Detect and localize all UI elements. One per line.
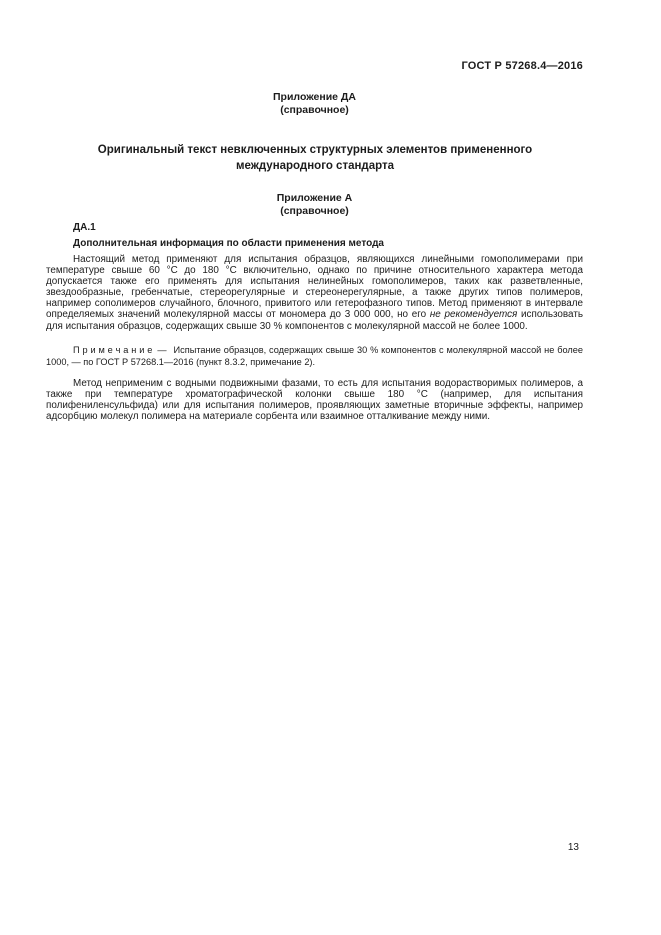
note-block — [46, 345, 583, 368]
appendix-a-title: Приложение А — [276, 192, 353, 204]
main-title: Оригинальный текст невключенных структурных элементов примененного международного стандарта — [97, 144, 533, 172]
doc-code-header: ГОСТ Р 57268.4—2016 — [461, 60, 583, 72]
note-text: Испытание образцов, содержащих свыше 30 % компонентов с молекулярной массой не более 1000, — по ГОСТ Р 57268.1—2016 (пункт 8.3.2, примечание 2). — [46, 345, 583, 367]
appendix-da-type: (справочное) — [280, 104, 349, 116]
emphasis-not-recommended: не рекомендуется — [429, 309, 518, 321]
appendix-a-type: (справочное) — [280, 205, 349, 217]
appendix-da-header — [46, 91, 583, 117]
page-number: 13 — [567, 842, 579, 853]
note-dash: — — [157, 345, 167, 355]
appendix-da-title: Приложение ДА — [273, 91, 356, 103]
appendix-a-header — [46, 192, 583, 218]
section-heading: Дополнительная информация по области применения метода — [73, 238, 384, 249]
paragraph-method-limitations: Метод неприменим с водными подвижными фазами, то есть для испытания водорастворимых полимеров, а также при температуре хроматографической колонки свыше 180 °С (например, для испытания полифениленсульфида) или для испытания полимеров, проявляющих заметные вторичные эффекты, например адсорбцию молекул полимера на материале сорбента или взаимное отталкивание между ними. — [46, 378, 583, 423]
paragraph-method-scope — [46, 254, 583, 332]
paragraph-scope-text-start: Настоящий метод применяют для испытания образцов, являющихся линейными гомополимерами при температуре свыше 60 °С до 180 °С включительно, однако по причине относительного характера метода допускается также его применять для испытания нелинейных гомополимеров, таких как разветвленные, звездообразные, гребенчатые, стереорегулярные и стереонерегулярные, а также других типов полимеров, например сополимеров случайного, блочного, привитого или гетерофазного типов. Метод применяют в интервале определяемых значений молекулярной массы от мономера до 3 000 000, но его — [46, 254, 583, 321]
section-number: ДА.1 — [73, 222, 96, 233]
paragraph-scope-text-end: использовать для испытания образцов, содержащих свыше 30 % компонентов с молекулярной массой не более 1000. — [46, 309, 584, 332]
note-label: П р и м е ч а н и е — [73, 345, 153, 355]
